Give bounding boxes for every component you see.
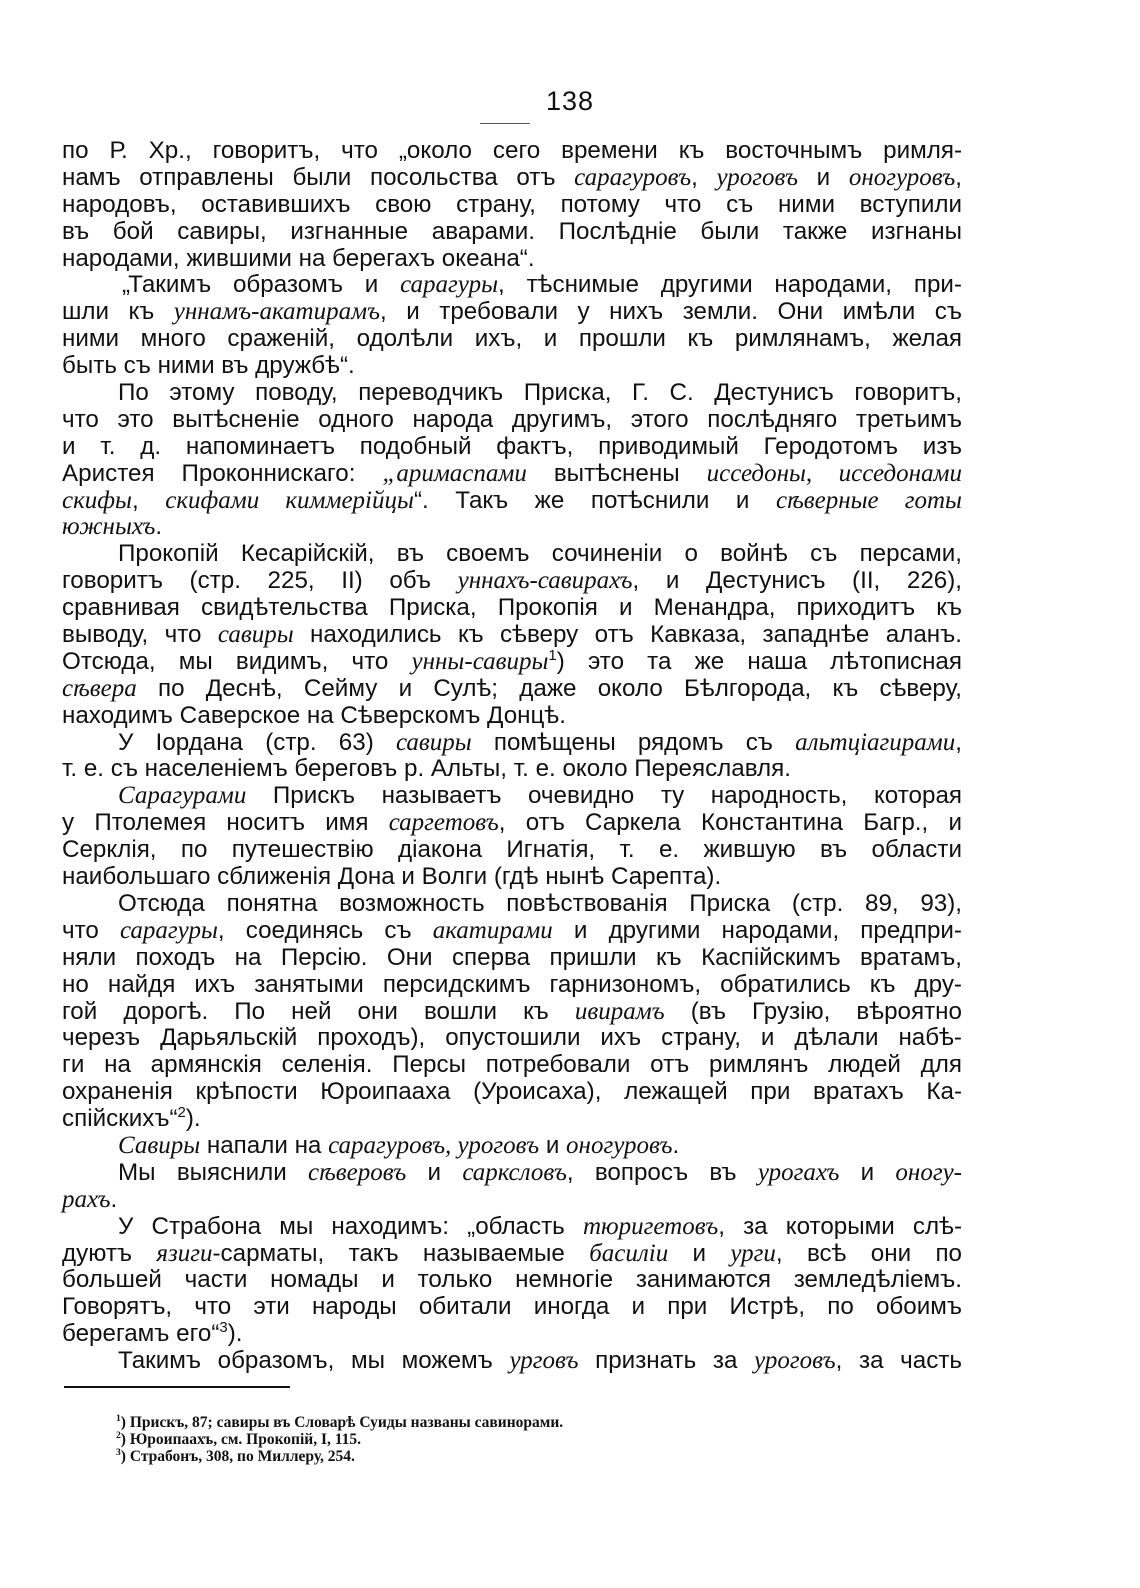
- text-line: черезъ Дарьяльскій проходъ), опустошили ихъ страну, и дѣлали набѣ-: [62, 1024, 962, 1052]
- text-line: находимъ Саверское на Сѣверскомъ Донцѣ.: [62, 701, 566, 729]
- text-line: сѣвера по Деснѣ, Сейму и Сулѣ; даже около Бѣлгорода, къ сѣверу,: [62, 674, 962, 702]
- text-line: народовъ, оставившихъ свою страну, потому что съ ними вступили: [62, 190, 962, 218]
- text-line: дуютъ язиги-сарматы, такъ называемые басиліи и урги, всѣ они по: [62, 1239, 962, 1267]
- footnote-ref: 3: [219, 1319, 228, 1337]
- text-line: У Іордана (стр. 63) савиры помѣщены рядомъ съ альтціагирами,: [118, 728, 962, 756]
- text-line: сравнивая свидѣтельства Приска, Прокопія и Менандра, приходитъ къ: [62, 594, 962, 622]
- footnote: $^3$) Страбонъ, 308, по Миллеру, 254.: [116, 1446, 355, 1465]
- text-line: скифы, скифами киммерійцы“. Такъ же потѣснили и сѣверные готы: [62, 486, 962, 514]
- text-line: что сарагуры, соединясь съ акатирами и другими народами, предпри-: [62, 916, 962, 944]
- body-text: [62, 138, 962, 1375]
- text-line: Савиры напали на сарагуровъ, уроговъ и оногуровъ.: [118, 1131, 680, 1159]
- text-line: намъ отправлены были посольства отъ сарагуровъ, уроговъ и оногуровъ,: [62, 163, 962, 191]
- text-line: берегамъ его“$^3$).: [62, 1319, 243, 1348]
- page-number-rule: [480, 123, 530, 124]
- text-line: большей части номады и только немногіе занимаются земледѣліемъ.: [62, 1266, 962, 1294]
- text-line: У Страбона мы находимъ: „область тюригетовъ, за которыми слѣ-: [118, 1212, 962, 1240]
- text-line: и т. д. напоминаетъ подобный фактъ, приводимый Геродотомъ изъ: [62, 432, 962, 460]
- text-line: охраненія крѣпости Юроипааха (Уроисаха), лежащей при вратахъ Ка-: [62, 1078, 962, 1106]
- text-line: Аристея Проконнискаго: „аримаспами вытѣснены исседоны, исседонами: [62, 459, 962, 487]
- text-line: быть съ ними въ дружбѣ“.: [62, 352, 355, 380]
- text-line: у Птолемея носитъ имя саргетовъ, отъ Саркела Константина Багр., и: [62, 809, 962, 837]
- text-line: рахъ.: [62, 1185, 118, 1213]
- footnote-ref: 1: [548, 646, 557, 664]
- footnote-rule: [64, 1386, 290, 1388]
- text-line: выводу, что савиры находились къ сѣверу отъ Кавказа, западнѣе аланъ.: [62, 621, 962, 649]
- text-line: въ бой савиры, изгнанные аварами. Послѣдніе были также изгнаны: [62, 217, 962, 245]
- text-line: Такимъ образомъ, мы можемъ урговъ признать за уроговъ, за часть: [118, 1347, 963, 1375]
- text-line: что это вытѣсненіе одного народа другимъ, этого послѣдняго третьимъ: [62, 405, 962, 433]
- page-number: 138: [545, 86, 595, 116]
- text-line: Отсюда, мы видимъ, что унны-савиры$^1$) это та же наша лѣтописная: [62, 646, 962, 675]
- text-line: Сарагурами Прискъ называетъ очевидно ту народность, которая: [118, 782, 962, 810]
- footnote: $^2$) Юроипаахъ, см. Прокопій, I, 115.: [116, 1429, 362, 1448]
- text-line: Говорятъ, что эти народы обитали иногда и при Истрѣ, по обоимъ: [62, 1293, 962, 1321]
- text-line: няли походъ на Персію. Они сперва пришли къ Каспійскимъ вратамъ,: [62, 943, 962, 971]
- footnotes: [116, 1414, 563, 1465]
- text-line: Серклія, по путешествію діакона Игнатія, т. е. жившую въ области: [62, 836, 962, 864]
- text-line: ними много сраженій, одолѣли ихъ, и прошли къ римлянамъ, желая: [62, 325, 962, 353]
- text-line: спійскихъ“$^2$).: [62, 1104, 201, 1133]
- text-line: но найдя ихъ занятыми персидскимъ гарнизономъ, обратились къ дру-: [62, 970, 962, 998]
- text-line: шли къ уннамъ-акатирамъ, и требовали у нихъ земли. Они имѣли съ: [62, 298, 962, 326]
- text-line: Мы выяснили сѣверовъ и сарксловъ, вопросъ въ урогахъ и оногу-: [118, 1158, 962, 1186]
- footnote-ref: 2: [177, 1104, 186, 1121]
- text-line: народами, жившими на берегахъ океана“.: [62, 244, 535, 272]
- text-line: Прокопій Кесарійскій, въ своемъ сочиненіи о войнѣ съ персами,: [118, 540, 962, 568]
- text-line: говоритъ (стр. 225, II) объ уннахъ-савирахъ, и Дестунисъ (II, 226),: [62, 567, 963, 595]
- text-line: По этому поводу, переводчикъ Приска, Г. С. Дестунисъ говоритъ,: [118, 379, 962, 407]
- text-line: т. е. съ населеніемъ береговъ р. Альты, т. е. около Переяславля.: [62, 755, 791, 783]
- text-line: „Такимъ образомъ и сарагуры, тѣснимые другими народами, при-: [122, 271, 962, 299]
- text-line: по Р. Хр., говоритъ, что „около сего времени къ восточнымъ римля-: [62, 137, 962, 164]
- text-line: гой дорогѣ. По ней они вошли къ ивирамъ (въ Грузію, вѣроятно: [62, 997, 962, 1025]
- text-line: южныхъ.: [62, 513, 163, 541]
- text-line: ги на армянскія селенія. Персы потребовали отъ римлянъ людей для: [62, 1051, 962, 1079]
- text-line: Отсюда понятна возможность повѣствованія Приска (стр. 89, 93),: [118, 889, 962, 917]
- footnote: $^1$) Прискъ, 87; савиры въ Словарѣ Суиды названы савинорами.: [116, 1412, 564, 1431]
- text-line: наибольшаго сближенія Дона и Волги (гдѣ нынѣ Сарепта).: [62, 863, 722, 891]
